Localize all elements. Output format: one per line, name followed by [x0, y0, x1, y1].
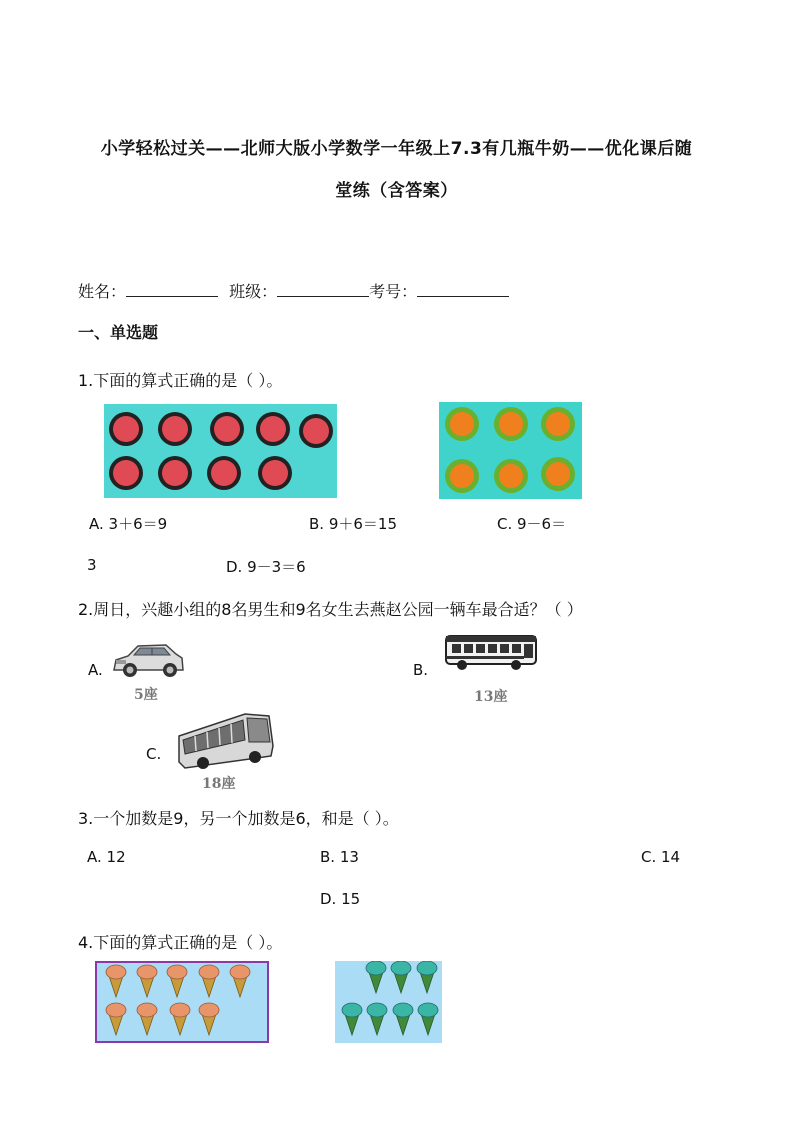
question-2-stem: 2.周日，兴趣小组的8名男生和9名女生去燕赵公园一辆车最合适？（ ） — [78, 600, 583, 619]
q2-option-b[interactable]: B. — [413, 661, 429, 679]
q3-option-d[interactable]: D. 15 — [320, 890, 361, 908]
class-field[interactable] — [277, 282, 369, 297]
class-label: 班级： — [229, 282, 278, 301]
q1-option-d[interactable]: D. 9－3＝6 — [226, 558, 306, 576]
id-label: 考号： — [369, 282, 418, 301]
name-field[interactable] — [126, 282, 218, 297]
page-title: 小学轻松过关——北师大版小学数学一年级上7.3有几瓶牛奶——优化课后随 — [100, 139, 693, 159]
q1-option-b[interactable]: B. 9＋6＝15 — [309, 515, 398, 533]
q1-option-a[interactable]: A. 3＋6＝9 — [89, 515, 168, 533]
bus-icon — [175, 710, 277, 774]
question-3-stem: 3.一个加数是9，另一个加数是6，和是（ ）。 — [78, 809, 399, 828]
name-label: 姓名： — [78, 282, 127, 301]
q1-option-c-continued: 3 — [87, 556, 97, 574]
car-seat-caption: 5座 — [134, 687, 158, 703]
q1-option-c[interactable]: C. 9－6＝ — [497, 515, 567, 533]
question-4-stem: 4.下面的算式正确的是（ ）。 — [78, 933, 283, 952]
page-title-line2: 堂练（含答案） — [335, 181, 458, 201]
q1-right-dots-image — [439, 402, 582, 499]
q1-left-dots-image — [104, 404, 337, 498]
section-heading: 一、单选题 — [78, 323, 159, 342]
bus-seat-caption: 18座 — [202, 776, 236, 792]
id-field[interactable] — [417, 282, 509, 297]
q4-right-icecream-image — [335, 961, 442, 1043]
minibus-icon — [444, 632, 538, 672]
q4-left-icecream-image — [95, 961, 269, 1043]
minibus-seat-caption: 13座 — [474, 689, 508, 705]
question-1-stem: 1.下面的算式正确的是（ ）。 — [78, 371, 283, 390]
student-info — [78, 279, 509, 302]
q2-option-a[interactable]: A. — [88, 661, 103, 679]
q2-option-c[interactable]: C. — [146, 745, 162, 763]
q3-option-b[interactable]: B. 13 — [320, 848, 359, 866]
q3-option-c[interactable]: C. 14 — [641, 848, 681, 866]
q3-option-a[interactable]: A. 12 — [87, 848, 126, 866]
car-icon — [110, 636, 186, 682]
